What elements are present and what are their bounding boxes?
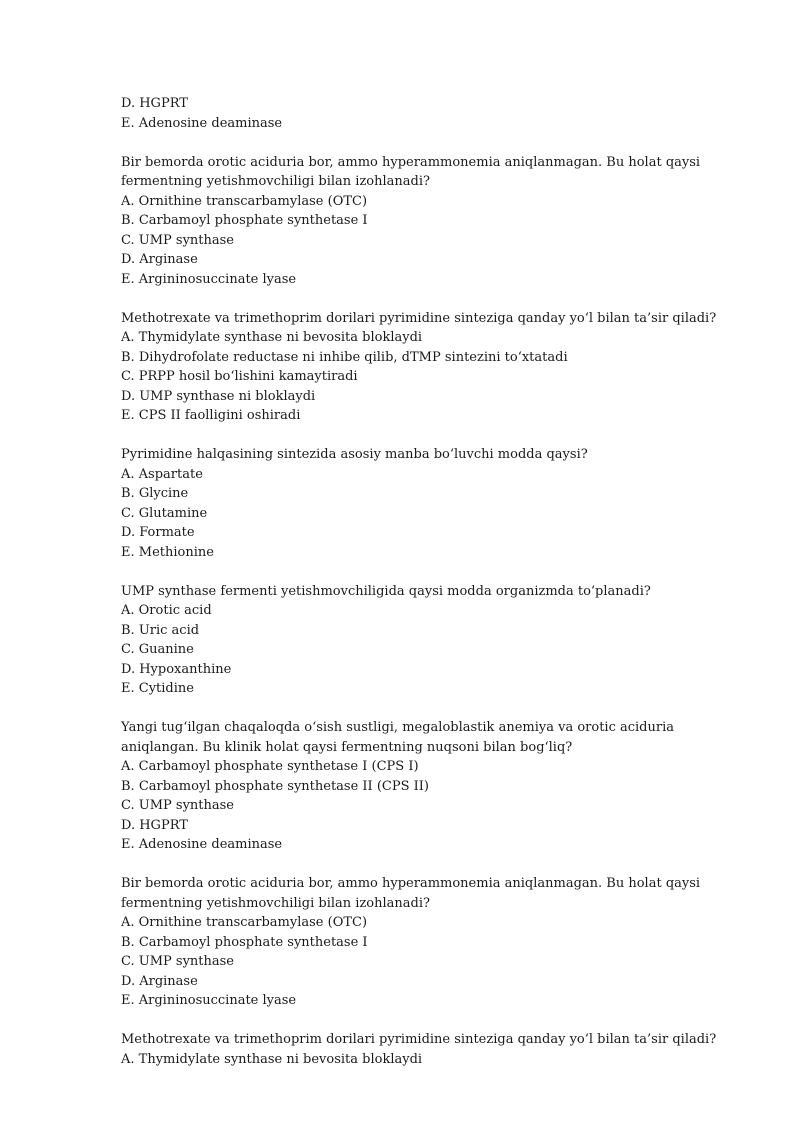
answer-option: C. UMP synthase	[121, 954, 234, 969]
question-block	[121, 582, 761, 699]
answer-option: A. Ornithine transcarbamylase (OTC)	[121, 915, 368, 930]
question-text: UMP synthase fermenti yetishmovchiligida qaysi modda organizmda to‘planadi?	[121, 583, 651, 599]
answer-option: B. Uric acid	[121, 622, 200, 638]
answer-option: D. HGPRT	[121, 96, 188, 111]
answer-option: D. Hypoxanthine	[121, 661, 232, 677]
answer-option: A. Aspartate	[121, 466, 203, 482]
answer-option: B. Carbamoyl phosphate synthetase I	[121, 934, 368, 950]
answer-option: E. Adenosine deaminase	[121, 115, 283, 131]
question-text: Bir bemorda orotic aciduria bor, ammo hyperammonemia aniqlanmagan. Bu holat qaysi	[121, 876, 701, 891]
answer-option: B. Dihydrofolate reductase ni inhibe qilib, dTMP sintezini to‘xtatadi	[121, 349, 568, 365]
question-text: Methotrexate va trimethoprim dorilari pyrimidine sinteziga qanday yo‘l bilan ta’sir qiladi?	[121, 1032, 717, 1047]
answer-option: B. Carbamoyl phosphate synthetase I	[121, 213, 368, 228]
question-text: Methotrexate va trimethoprim dorilari pyrimidine sinteziga qanday yo‘l bilan ta’sir qiladi?	[121, 310, 717, 326]
answer-option: A. Thymidylate synthase ni bevosita bloklaydi	[121, 1051, 423, 1067]
answer-option: A. Carbamoyl phosphate synthetase I (CPS I)	[121, 759, 419, 774]
answer-option: C. Glutamine	[121, 505, 208, 521]
document-body	[121, 94, 761, 1089]
answer-option: D. UMP synthase ni bloklaydi	[121, 388, 316, 404]
answer-option: A. Ornithine transcarbamylase (OTC)	[121, 193, 368, 209]
answer-option: E. Argininosuccinate lyase	[121, 993, 297, 1008]
answer-option: D. Arginase	[121, 252, 198, 267]
answer-option: A. Thymidylate synthase ni bevosita bloklaydi	[121, 330, 423, 345]
question-block	[121, 445, 761, 562]
answer-option: C. UMP synthase	[121, 798, 234, 813]
answer-option: B. Glycine	[121, 486, 189, 501]
question-block	[121, 1030, 761, 1069]
question-text: Bir bemorda orotic aciduria bor, ammo hyperammonemia aniqlanmagan. Bu holat qaysi	[121, 154, 701, 170]
question-text: aniqlangan. Bu klinik holat qaysi fermentning nuqsoni bilan bog‘liq?	[121, 739, 573, 755]
answer-option: D. Arginase	[121, 973, 198, 989]
question-block	[121, 718, 761, 855]
answer-option: D. HGPRT	[121, 817, 188, 833]
answer-option: E. Argininosuccinate lyase	[121, 271, 297, 287]
answer-option: E. Methionine	[121, 544, 214, 560]
question-text: Pyrimidine halqasining sintezida asosiy manba bo‘luvchi modda qaysi?	[121, 447, 588, 462]
question-block	[121, 153, 761, 290]
question-block	[121, 309, 761, 426]
question-text: fermentning yetishmovchiligi bilan izohlanadi?	[121, 895, 430, 911]
question-text: fermentning yetishmovchiligi bilan izohlanadi?	[121, 174, 430, 189]
answer-option: C. PRPP hosil bo‘lishini kamaytiradi	[121, 369, 358, 384]
answer-option: C. UMP synthase	[121, 232, 234, 248]
answer-option: E. Adenosine deaminase	[121, 837, 283, 852]
question-text: Yangi tug‘ilgan chaqaloqda o‘sish sustligi, megaloblastik anemiya va orotic aciduria	[121, 720, 674, 735]
question-block	[121, 874, 761, 1011]
answer-option: B. Carbamoyl phosphate synthetase II (CPS II)	[121, 778, 429, 794]
question-continuation	[121, 94, 761, 133]
answer-option: E. Cytidine	[121, 681, 194, 696]
answer-option: D. Formate	[121, 525, 195, 540]
answer-option: A. Orotic acid	[121, 603, 212, 618]
answer-option: C. Guanine	[121, 642, 194, 657]
answer-option: E. CPS II faolligini oshiradi	[121, 408, 301, 423]
